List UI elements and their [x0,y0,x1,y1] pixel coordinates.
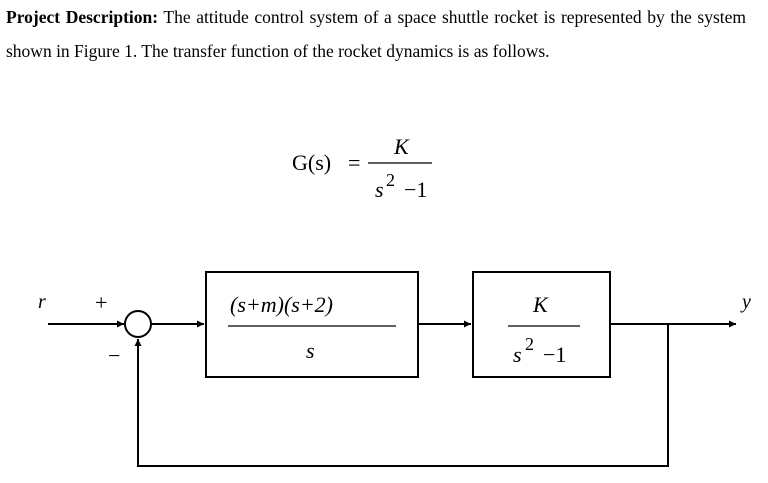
equation-numerator: K [394,134,409,159]
plant-numerator: K [533,292,548,317]
equation-denominator-tail: −1 [404,177,428,202]
minus-sign: − [108,343,121,368]
description-body: The attitude control system of a space shuttle rocket is represented by the system shown in Figure 1. The transfer function of the rocket dynamics is as follows. [6,7,746,61]
equation-denominator-base: s [375,177,384,202]
feedback-path [138,324,668,466]
equation-equals: = [348,150,361,175]
plus-sign: + [95,290,108,315]
plant-denominator-exp: 2 [525,334,534,354]
plant-block [473,272,610,377]
output-label-y: y [742,291,751,313]
description-heading: Project Description: [6,7,159,27]
transfer-function-equation [292,134,432,202]
controller-denominator: s [306,338,315,363]
plant-denominator-base: s [513,342,522,367]
summing-junction [125,311,151,337]
equation-denominator-exp: 2 [386,170,395,190]
plant-denominator-tail: −1 [543,342,567,367]
equation-lhs: G(s) [292,150,332,175]
controller-numerator: (s+m)(s+2) [230,292,334,317]
input-label-r: r [38,291,46,313]
